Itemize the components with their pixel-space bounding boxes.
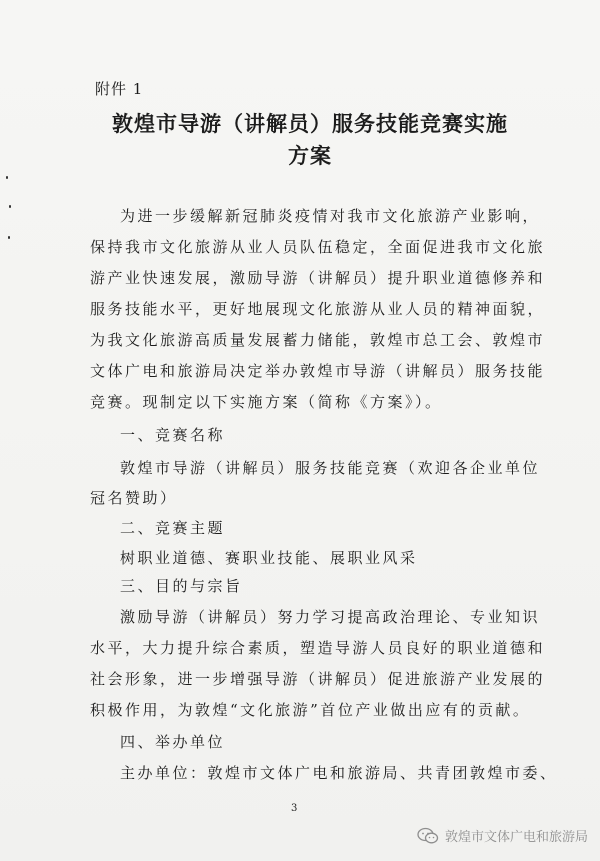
paragraph-line: 为我文化旅游高质量发展蓄力储能，敦煌市总工会、敦煌市 (90, 331, 546, 349)
wechat-icon (417, 827, 439, 845)
paragraph-line: 游产业快速发展，激励导游（讲解员）提升职业道德修养和 (90, 269, 546, 287)
paragraph-line: 敦煌市导游（讲解员）服务技能竞赛（欢迎各企业单位 (120, 459, 541, 477)
section-heading-3: 三、目的与宗旨 (120, 577, 243, 595)
paragraph-line: 树职业道德、赛职业技能、展职业风采 (120, 549, 418, 567)
page-number: 3 (291, 803, 298, 814)
paragraph-line: 主办单位：敦煌市文体广电和旅游局、共青团敦煌市委、 (120, 764, 558, 782)
watermark-text: 敦煌市文体广电和旅游局 (444, 830, 588, 845)
section-heading-4: 四、举办单位 (120, 733, 226, 751)
paragraph-line: 社会形象，进一步增强导游（讲解员）促进旅游产业发展的 (90, 670, 546, 688)
paragraph-line: 文体广电和旅游局决定举办敦煌市导游（讲解员）服务技能 (90, 362, 546, 380)
document-title: 敦煌市导游（讲解员）服务技能竞赛实施 (112, 112, 508, 136)
paragraph-line: 激励导游（讲解员）努力学习提高政治理论、专业知识 (120, 608, 541, 626)
attachment-label: 附件 1 (95, 80, 144, 98)
paragraph-line: 保持我市文化旅游从业人员队伍稳定，全面促进我市文化旅 (90, 238, 546, 256)
section-heading-1: 一、竞赛名称 (120, 426, 226, 444)
document-title-line2: 方案 (288, 144, 332, 168)
section-heading-2: 二、竞赛主题 (120, 519, 226, 537)
paragraph-line: 竞赛。现制定以下实施方案（简称《方案》）。 (90, 393, 443, 411)
watermark (417, 826, 588, 845)
paragraph-line: 服务技能水平，更好地展现文化旅游从业人员的精神面貌， (90, 300, 546, 318)
paragraph-line: 为进一步缓解新冠肺炎疫情对我市文化旅游产业影响， (120, 207, 541, 225)
paragraph-line: 水平，大力提升综合素质，塑造导游人员良好的职业道德和 (90, 639, 546, 657)
paragraph-line: 积极作用，为敦煌“文化旅游”首位产业做出应有的贡献。 (90, 701, 531, 719)
paragraph-line: 冠名赞助） (90, 489, 178, 507)
